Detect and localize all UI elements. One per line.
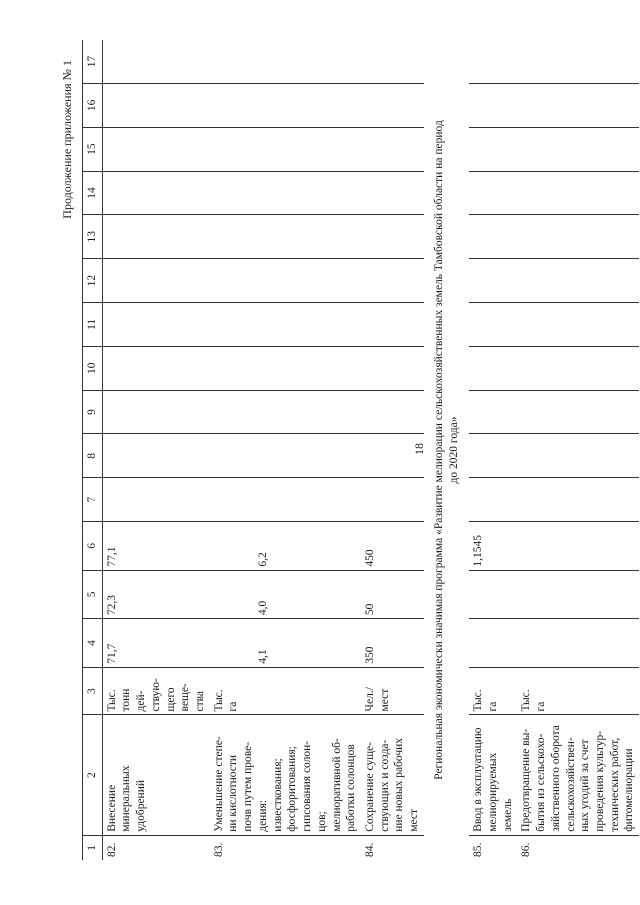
empty-cell-11 (102, 302, 210, 346)
column-header-12: 12 (83, 259, 103, 303)
value-col-4 (469, 570, 517, 619)
column-header-9: 9 (83, 390, 103, 434)
empty-cell-10 (361, 346, 424, 390)
value-col-5: 450 (361, 522, 424, 571)
empty-cell-17 (517, 40, 639, 83)
empty-cell-10 (469, 346, 517, 390)
column-header-6: 6 (83, 522, 103, 571)
unit: Тыс. га (469, 667, 517, 715)
indicator-name: Уменьшение степе- ни кислотности почв путем прове- дения: известкования; фосфоритования; гипсования солон- цов; мелиоративной об- работки солонцов (210, 715, 361, 835)
empty-cell-17 (469, 40, 517, 83)
empty-cell-14 (517, 171, 639, 215)
empty-cell-9 (517, 390, 639, 434)
table-row (469, 40, 517, 860)
empty-cell-8 (469, 434, 517, 478)
empty-cell-13 (517, 215, 639, 259)
empty-cell-8 (102, 434, 210, 478)
value-col-4: 50 (361, 570, 424, 619)
empty-cell-15 (210, 127, 361, 171)
column-header-13: 13 (83, 215, 103, 259)
column-header-2: 2 (83, 715, 103, 835)
empty-cell-14 (210, 171, 361, 215)
indicator-name: Ввод в эксплуатацию мелиорируемых земель (469, 715, 517, 835)
empty-cell-16 (210, 83, 361, 127)
empty-cell-16 (361, 83, 424, 127)
rotated-page (60, 40, 636, 860)
row-number: 85. (472, 842, 485, 857)
empty-cell-16 (102, 83, 210, 127)
value-col-5: 6,2 (210, 522, 361, 571)
column-header-3: 3 (83, 667, 103, 715)
empty-cell-7 (517, 478, 639, 522)
empty-cell-8 (517, 434, 639, 478)
table-row (210, 40, 361, 860)
empty-cell-7 (102, 478, 210, 522)
value-col-4: 72,3 (102, 570, 210, 619)
empty-cell-14 (361, 171, 424, 215)
empty-cell-13 (361, 215, 424, 259)
empty-cell-11 (361, 302, 424, 346)
empty-cell-15 (469, 127, 517, 171)
value-col-4: 4,0 (210, 570, 361, 619)
unit: Тыс. тонн дей- ствую- щего веще- ства (102, 667, 210, 715)
empty-cell-9 (469, 390, 517, 434)
empty-cell-10 (210, 346, 361, 390)
column-header-16: 16 (83, 83, 103, 127)
empty-cell-14 (102, 171, 210, 215)
empty-cell-12 (517, 259, 639, 303)
column-header-8: 8 (83, 434, 103, 478)
continuation-label: Продолжение приложения № 1 (60, 60, 74, 219)
empty-cell-9 (210, 390, 361, 434)
column-header-1: 1 (83, 835, 103, 860)
column-header-15: 15 (83, 127, 103, 171)
empty-cell-9 (102, 390, 210, 434)
indicator-name: Сохранение суще- ствующих и созда- ние новых рабочих мест (361, 715, 424, 835)
empty-cell-12 (210, 259, 361, 303)
column-header-11: 11 (83, 302, 103, 346)
row-number: 84. (363, 842, 376, 857)
empty-cell-15 (361, 127, 424, 171)
program-title-row (424, 40, 469, 860)
empty-cell-7 (361, 478, 424, 522)
column-header-17: 17 (83, 40, 103, 83)
page-number: 18 (412, 443, 426, 455)
column-header-7: 7 (83, 478, 103, 522)
empty-cell-9 (361, 390, 424, 434)
empty-cell-12 (361, 259, 424, 303)
table-row (361, 40, 424, 860)
empty-cell-17 (361, 40, 424, 83)
row-number: 83. (212, 842, 225, 857)
empty-cell-8 (361, 434, 424, 478)
empty-cell-16 (469, 83, 517, 127)
empty-cell-17 (102, 40, 210, 83)
value-col-5: 77,1 (102, 522, 210, 571)
indicator-name: Внесение минеральных удобрений (102, 715, 210, 835)
empty-cell-17 (210, 40, 361, 83)
empty-cell-7 (210, 478, 361, 522)
empty-cell-11 (517, 302, 639, 346)
unit: Тыс. га (517, 667, 639, 715)
row-number: 82. (105, 842, 118, 857)
value-col-5 (517, 522, 639, 571)
indicators-table (82, 40, 639, 860)
value-col-3: 350 (361, 619, 424, 668)
row-number: 86. (520, 842, 533, 857)
empty-cell-8 (210, 434, 361, 478)
empty-cell-11 (210, 302, 361, 346)
empty-cell-13 (210, 215, 361, 259)
empty-cell-12 (469, 259, 517, 303)
unit: Чел./ мест (361, 667, 424, 715)
value-col-5: 1,1545 (469, 522, 517, 571)
empty-cell-12 (102, 259, 210, 303)
empty-cell-11 (469, 302, 517, 346)
value-col-3 (469, 619, 517, 668)
empty-cell-10 (517, 346, 639, 390)
value-col-3: 71,7 (102, 619, 210, 668)
empty-cell-7 (469, 478, 517, 522)
value-col-3: 4,1 (210, 619, 361, 668)
empty-cell-15 (102, 127, 210, 171)
empty-cell-14 (469, 171, 517, 215)
column-header-10: 10 (83, 346, 103, 390)
empty-cell-10 (102, 346, 210, 390)
empty-cell-13 (102, 215, 210, 259)
column-header-14: 14 (83, 171, 103, 215)
table-row (517, 40, 639, 860)
value-col-3 (517, 619, 639, 668)
column-header-5: 5 (83, 570, 103, 619)
empty-cell-13 (469, 215, 517, 259)
empty-cell-15 (517, 127, 639, 171)
column-header-4: 4 (83, 619, 103, 668)
unit: Тыс. га (210, 667, 361, 715)
program-title: Региональная экономически значимая программа «Развитие мелиорации сельскохозяйственных земель Тамбовской области на период до 2020 года» (432, 120, 460, 780)
table-body (102, 40, 639, 860)
value-col-4 (517, 570, 639, 619)
empty-cell-16 (517, 83, 639, 127)
indicator-name: Предотвращение вы- бытия из сельскохо- зяйственного оборота сельскохозяйствен- ных угодий за счет проведения культур- технических работ, фитомелиорации (517, 715, 639, 835)
table-row (102, 40, 210, 860)
table-header-row (83, 40, 103, 860)
